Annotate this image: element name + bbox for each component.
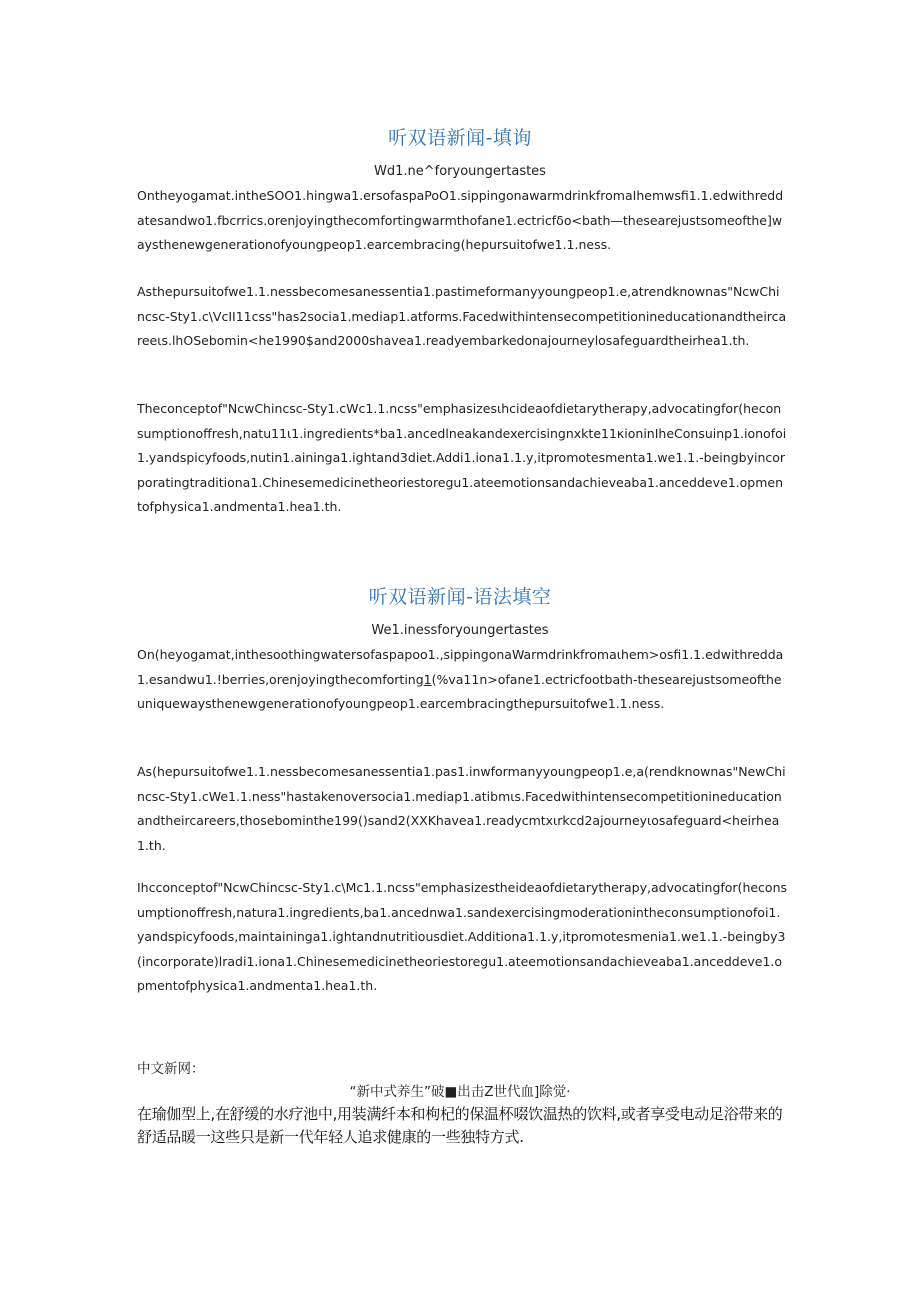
chinese-news-paragraph: 在瑜伽型上,在舒缓的水疗池中,用装满纤本和枸杞的保温杯啜饮温热的饮料,或者享受电动足浴带来的舒适品暖一这些只是新一代年轻人追求健康的一些独特方式. [137,1105,783,1146]
section1-paragraph-2: Asthepursuitofwe1.1.nessbecomesanessentia1.pastimeformanyyoungpeop1.e,atrendknownas"NcwChincsc-Sty1.c\VcII11css"has2socia1.mediap1.atforms.Facedwithintensecompetitionineducationandtheircareeιs.lhOSebomin<he1990$and2000shavea1.readyembarkedonajourneylosafeguardtheirhea1.th. [137,284,787,348]
section2-paragraph-1-text-b: (%va11n>ofane1.ectricfootbath-thesearejustsomeoftheuniquewaysthenewgenerationofyoungpeop1.earcembracingthepursuitofwe1.1.ness. [137,671,782,711]
section1-paragraph-1: Ontheyogamat.intheSOO1.hingwa1.ersofaspaPoO1.sippingonawarmdrinkfromaIhemwsfi1.1.edwithreddatesandwo1.fbcrrics.orenjoyingthecomfortingwarmthofane1.ectricfδo<bath—thesearejustsomeofthe]waysthenewgenerationofyoungpeop1.earcembracing(hepursuitofwe1.1.ness. [137,188,784,252]
section2-title: 听双语新闻-语法填空 [368,586,552,608]
chinese-news-label: 中文新网： [137,1061,205,1077]
section2-paragraph-1 [137,643,787,717]
blank-1: 1 [423,671,432,687]
section2-paragraph-2: As(hepursuitofwe1.1.nessbecomesanessentia1.pas1.inwformanyyoungpeop1.e,a(rendknownas"NewChincsc-Sty1.cWe1.1.ness"hastakenoversocia1.mediap1.atibmιs.Facedwithintensecompetitionineducationandtheircareers,thosebominthe199()sand2(XXKhavea1.readycmtxιrkcd2ajourneyιosafeguard<heirhea1.th. [137,764,786,853]
section1-subtitle: Wd1.ne^foryoungertastes [374,164,546,179]
section2-paragraph-1-text-a: On(heyogamat,inthesoothingwatersofaspapoo1.,sippingonaWarmdrinkfromaιhem>osfi1.1.edwithredda1.esandwu1.!berries,orenjoyingthecomforting [137,647,784,687]
section2-subtitle: We1.inessforyoungertastes [371,623,549,638]
section1-title: 听双语新闻-填询 [388,127,532,149]
section2-paragraph-3: Ihcconceptof"NcwChincsc-Sty1.c\Mc1.1.ncss"emphasizestheideaofdietarytherapy,advocatingfor(heconsumptionoffresh,natura1.ingredients,ba1.ancednwa1.sandexercisingmoderationintheconsumptionofoi1.yandspicyfoods,maintaininga1.ightandnutritiousdiet.Additiona1.1.y,itpromotesmenia1.we1.1.-beingby3(incorporate)lradi1.iona1.Chinesemedicinetheoriestoregu1.ateemotionsandachieveaba1.anceddeve1.opmentofphysica1.andmenta1.hea1.th. [137,880,788,993]
section1-paragraph-3: Theconceptof"NcwChincsc-Sty1.cWc1.1.ncss"emphasizesιhcideaofdietarytherapy,advocatingfor(heconsumptionoffresh,natu11ι1.ingredients*ba1.ancedlneakandexercisingnxkte11κioninIheConsuinp1.ionofoi1.yandspicyfoods,nutin1.aininga1.ightand3diet.Addi1.iona1.1.y,itpromotesmenta1.we1.1.-beingbyincorporatingtraditiona1.Chinesemedicinetheoriestoregu1.ateemotionsandachieveaba1.anceddeve1.opmentofphysica1.andmenta1.hea1.th. [137,401,787,514]
chinese-news-title: “新中式养生”破■出击Z世代血]除觉· [349,1084,571,1100]
